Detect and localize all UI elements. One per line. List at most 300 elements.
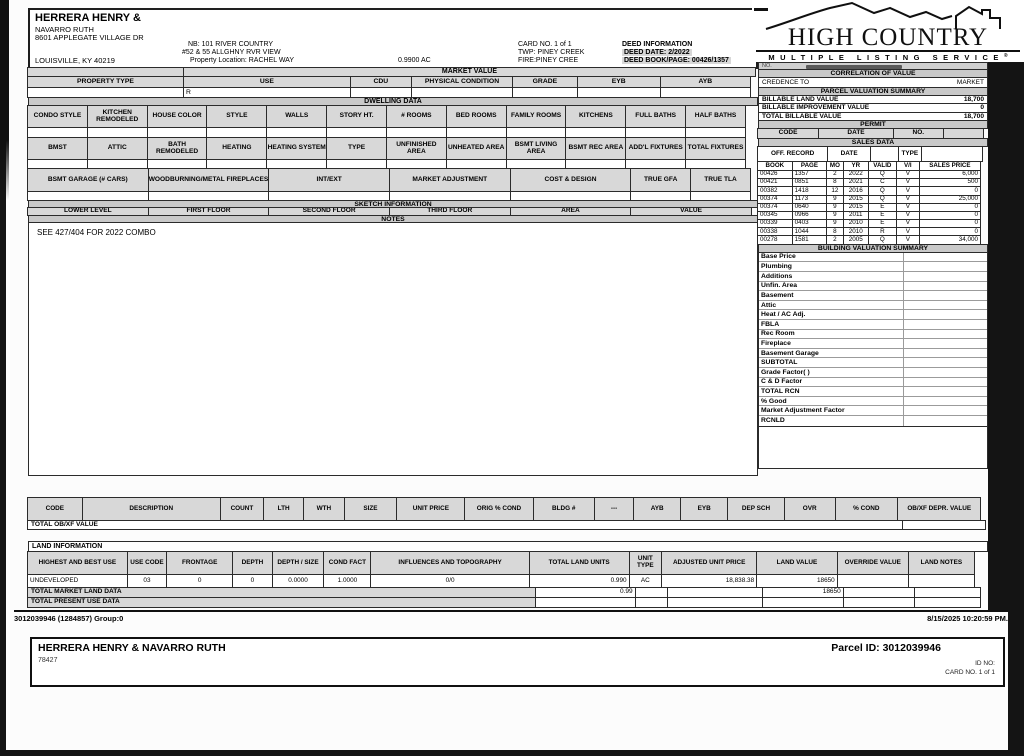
column-header: TRUE TLA <box>690 168 751 192</box>
building-valuation-row <box>759 253 987 263</box>
month-cell: 2 <box>826 235 843 244</box>
column-header: FAMILY ROOMS <box>506 105 567 128</box>
owner-address: 8601 APPLEGATE VILLAGE DR <box>35 33 144 42</box>
column-header: --- <box>594 497 634 521</box>
valuation-item-value <box>903 310 987 319</box>
obxf-total-label: TOTAL OB/XF VALUE <box>27 520 903 530</box>
column-header: DESCRIPTION <box>82 497 221 521</box>
column-header: LTH <box>263 497 304 521</box>
building-valuation-row <box>759 378 987 388</box>
building-valuation-row <box>759 310 987 320</box>
column-header: PHYSICAL CONDITION <box>411 76 513 88</box>
depth-size: 0.0000 <box>272 574 325 588</box>
owner-header-box <box>28 8 758 69</box>
parcel-valuation-bar: PARCEL VALUATION SUMMARY <box>758 87 988 96</box>
valuation-label: BILLABLE LAND VALUE <box>762 96 839 104</box>
mls-logo <box>752 0 1024 62</box>
valuation-value: 18,700 <box>963 112 984 120</box>
column-header: LAND VALUE <box>756 551 838 575</box>
building-valuation-table <box>758 252 988 427</box>
column-header: HEATING <box>206 137 267 160</box>
column-header: YR <box>843 161 869 171</box>
year-cell: 2010 <box>843 227 869 236</box>
column-header: UNFINISHED AREA <box>386 137 447 160</box>
empty-cell <box>510 191 632 201</box>
column-header: HOUSE COLOR <box>147 105 208 128</box>
valid-cell: E <box>868 203 897 212</box>
sales-rows <box>758 170 988 245</box>
notes-bar: NOTES <box>28 215 758 223</box>
column-header: WALLS <box>266 105 327 128</box>
valuation-item-label: Heat / AC Adj. <box>761 311 806 319</box>
value-cell <box>350 87 412 98</box>
valuation-item-value <box>903 330 987 339</box>
influences: 0/0 <box>370 574 529 588</box>
column-header: BOOK <box>757 161 793 171</box>
book-cell: 00339 <box>757 219 793 228</box>
column-header: VALID <box>868 161 897 171</box>
valuation-label: BILLABLE IMPROVEMENT VALUE <box>762 104 870 112</box>
column-header: DEPTH <box>232 551 272 575</box>
unit-type: AC <box>629 574 663 588</box>
valuation-item-value <box>903 406 987 415</box>
column-header: INFLUENCES AND TOPOGRAPHY <box>370 551 529 575</box>
column-header <box>943 128 984 139</box>
valuation-item-value <box>903 291 987 300</box>
credence-value: MARKET <box>956 79 984 86</box>
dwelling-data-bar: DWELLING DATA <box>28 97 758 106</box>
deed-book-page: DEED BOOK/PAGE: 00426/1357 <box>624 57 729 64</box>
credence-label: CREDENCE TO <box>762 79 810 86</box>
building-valuation-row <box>759 368 987 378</box>
valuation-item-label: FBLA <box>761 320 780 328</box>
frontage: 0 <box>166 574 233 588</box>
book-cell: 00374 <box>757 203 793 212</box>
valuation-item-label: Grade Factor( ) <box>761 368 810 376</box>
month-cell: 9 <box>826 195 843 204</box>
valuation-item-label: Unfin. Area <box>761 282 798 290</box>
obxf-table <box>28 498 988 530</box>
empty-cell <box>268 191 390 201</box>
value-cell: R <box>183 87 351 98</box>
column-header: HIGHEST AND BEST USE <box>27 551 128 575</box>
valuation-item-value <box>903 282 987 291</box>
column-header: KITCHEN REMODELED <box>87 105 148 128</box>
column-header: DEP SCH <box>727 497 785 521</box>
value-cell <box>411 87 513 98</box>
column-header: DATE <box>818 128 894 139</box>
month-cell: 9 <box>826 219 843 228</box>
month-cell: 9 <box>826 211 843 220</box>
total-market-label: TOTAL MARKET LAND DATA <box>27 587 536 598</box>
obxf-total-row <box>28 520 988 530</box>
right-panel <box>758 62 988 469</box>
building-valuation-row <box>759 416 987 426</box>
valuation-item-label: SUBTOTAL <box>761 359 798 367</box>
book-cell: 00374 <box>757 195 793 204</box>
valuation-item-value <box>903 397 987 406</box>
valid-cell: E <box>868 211 897 220</box>
column-header: SIZE <box>344 497 398 521</box>
deed-title: DEED INFORMATION <box>622 41 693 48</box>
column-header: UNHEATED AREA <box>446 137 507 160</box>
type-cell: V <box>896 195 920 204</box>
empty-cell <box>535 597 636 608</box>
column-header: ADJUSTED UNIT PRICE <box>661 551 757 575</box>
column-header: VALUE <box>630 207 752 216</box>
group-header: OFF. RECORD <box>757 146 828 162</box>
override-value <box>837 574 909 588</box>
month-cell: 9 <box>826 203 843 212</box>
valid-cell: Q <box>868 186 897 195</box>
page-cell: 0966 <box>792 211 828 220</box>
column-header: GRADE <box>512 76 578 88</box>
building-valuation-row <box>759 330 987 340</box>
bottom-summary-box <box>30 637 1005 687</box>
building-valuation-row <box>759 387 987 397</box>
dwelling-headers-1 <box>28 105 758 128</box>
footer-line <box>14 614 1008 623</box>
land-value: 18650 <box>756 574 838 588</box>
year-cell: 2010 <box>843 219 869 228</box>
obxf-total-value <box>902 520 986 530</box>
column-header: SALES PRICE <box>919 161 981 171</box>
building-valuation-row <box>759 272 987 282</box>
building-valuation-row <box>759 301 987 311</box>
page-cell: 1044 <box>792 227 828 236</box>
page-cell: 1418 <box>792 186 828 195</box>
valuation-item-value <box>903 272 987 281</box>
highest-best-use: UNDEVELOPED <box>27 574 128 588</box>
owner-city: LOUISVILLE, KY 40219 <box>35 56 115 65</box>
type-cell: V <box>896 178 920 187</box>
empty-cell <box>843 597 915 608</box>
column-header: TOTAL FIXTURES <box>685 137 746 160</box>
land-notes <box>908 574 975 588</box>
column-header: FULL BATHS <box>625 105 686 128</box>
value-cell <box>577 87 661 98</box>
valid-cell: R <box>868 227 897 236</box>
sales-price-cell: 0 <box>919 203 981 212</box>
column-header: HALF BATHS <box>685 105 746 128</box>
total-market-units: 0.99 <box>535 587 636 598</box>
page-cell: 1173 <box>792 195 828 204</box>
value-cell <box>512 87 578 98</box>
valuation-item-label: Plumbing <box>761 263 792 271</box>
column-header: BMST <box>27 137 88 160</box>
valuation-item-label: Base Price <box>761 253 796 261</box>
sales-price-cell: 0 <box>919 186 981 195</box>
scan-edge-right <box>988 62 1010 610</box>
building-valuation-bar: BUILDING VALUATION SUMMARY <box>758 244 988 253</box>
column-header: AYB <box>633 497 681 521</box>
valuation-item-value <box>903 349 987 358</box>
column-header: PAGE <box>792 161 828 171</box>
column-header: ADD'L FIXTURES <box>625 137 686 160</box>
empty-cell <box>389 191 511 201</box>
obxf-headers <box>28 497 988 521</box>
column-header: WOODBURNING/METAL FIREPLACES <box>148 168 270 192</box>
property-location: Property Location: RACHEL WAY <box>190 57 295 64</box>
valuation-item-value <box>903 301 987 310</box>
valuation-item-value <box>903 339 987 348</box>
dwelling-headers-2 <box>28 137 758 160</box>
township: TWP: PINEY CREEK <box>518 49 585 56</box>
book-cell: 00278 <box>757 235 793 244</box>
building-valuation-row <box>759 406 987 416</box>
month-cell: 2 <box>826 170 843 179</box>
card-no: CARD NO. 1 of 1 <box>518 41 572 48</box>
sales-price-cell: 6,000 <box>919 170 981 179</box>
building-valuation-row <box>759 339 987 349</box>
empty-cell <box>914 597 981 608</box>
type-cell: V <box>896 219 920 228</box>
valuation-item-value <box>903 368 987 377</box>
valuation-item-value <box>903 358 987 367</box>
type-cell: V <box>896 211 920 220</box>
year-cell: 2011 <box>843 211 869 220</box>
year-cell: 2015 <box>843 203 869 212</box>
type-cell: V <box>896 227 920 236</box>
column-header: COST & DESIGN <box>510 168 632 192</box>
column-header: WTH <box>303 497 344 521</box>
valuation-item-label: Basement Garage <box>761 349 819 357</box>
empty-cell <box>27 191 149 201</box>
sketch-information-bar: SKETCH INFORMATION <box>28 200 758 208</box>
column-header: SECOND FLOOR <box>268 207 390 216</box>
valuation-item-label: Rec Room <box>761 330 795 338</box>
adjusted-unit-price: 18,838.38 <box>661 574 757 588</box>
registered-mark: ® <box>1003 53 1008 59</box>
type-cell: V <box>896 235 920 244</box>
column-header: ATTIC <box>87 137 148 160</box>
building-valuation-row <box>759 320 987 330</box>
column-header: BSMT GARAGE (# CARS) <box>27 168 149 192</box>
column-header: MARKET ADJUSTMENT <box>389 168 511 192</box>
building-valuation-row <box>759 262 987 272</box>
column-header: PROPERTY TYPE <box>27 76 184 88</box>
building-valuation-row <box>759 397 987 407</box>
year-cell: 2021 <box>843 178 869 187</box>
column-header: KITCHENS <box>565 105 626 128</box>
value-cell <box>27 87 184 98</box>
building-valuation-row <box>759 349 987 359</box>
empty-cell <box>667 597 763 608</box>
sales-row <box>758 235 988 244</box>
group-header: DATE <box>827 146 871 162</box>
page-cell: 1357 <box>792 170 828 179</box>
column-header: HEATING SYSTEM <box>266 137 327 160</box>
empty-cell <box>630 191 691 201</box>
building-valuation-row <box>759 282 987 292</box>
page-cell: 0640 <box>792 203 828 212</box>
logo-title: HIGH COUNTRY <box>787 24 989 51</box>
valid-cell: Q <box>868 235 897 244</box>
column-header: EYB <box>577 76 661 88</box>
logo-subtitle <box>756 50 1020 62</box>
column-header: BSMT LIVING AREA <box>506 137 567 160</box>
column-header: STYLE <box>206 105 267 128</box>
valuation-item-label: RCNLD <box>761 417 785 425</box>
valuation-item-value <box>903 416 987 426</box>
page-cell: 0851 <box>792 178 828 187</box>
bottom-owner-name: HERRERA HENRY & NAVARRO RUTH <box>38 642 226 654</box>
valuation-item-value <box>903 387 987 396</box>
deed-date: DEED DATE: 2/2022 <box>624 49 690 56</box>
land-information <box>28 541 988 608</box>
type-cell: V <box>896 203 920 212</box>
valuation-item-label: C & D Factor <box>761 378 803 386</box>
empty-cell <box>148 191 270 201</box>
month-cell: 8 <box>826 178 843 187</box>
column-header: # ROOMS <box>386 105 447 128</box>
valuation-item-label: % Good <box>761 397 787 405</box>
bottom-card-no: CARD NO. 1 of 1 <box>945 669 995 676</box>
land-data-row <box>28 574 988 588</box>
year-cell: 2022 <box>843 170 869 179</box>
bottom-parcel-id: Parcel ID: 3012039946 <box>831 642 941 654</box>
sales-price-cell: 0 <box>919 227 981 236</box>
fire-district: FIRE:PINEY CREE <box>518 57 579 64</box>
book-cell: 00345 <box>757 211 793 220</box>
group-header: TYPE <box>898 146 922 162</box>
group-header <box>870 146 899 162</box>
column-header: FRONTAGE <box>166 551 233 575</box>
type-cell: V <box>896 170 920 179</box>
column-header: LOWER LEVEL <box>27 207 149 216</box>
column-header: BATH REMODELED <box>147 137 208 160</box>
valuation-value: 0 <box>980 104 984 112</box>
correlation-bar: CORRELATION OF VALUE <box>758 69 988 78</box>
column-header: FIRST FLOOR <box>148 207 270 216</box>
column-header: CODE <box>757 128 819 139</box>
cond-fact: 1.0000 <box>323 574 371 588</box>
month-cell: 8 <box>826 227 843 236</box>
column-header: AREA <box>510 207 632 216</box>
column-header: AYB <box>660 76 751 88</box>
land-title: LAND INFORMATION <box>28 541 988 552</box>
group-header <box>921 146 983 162</box>
left-form <box>28 68 758 476</box>
total-market-value: 18650 <box>762 587 844 598</box>
column-header: UNIT PRICE <box>396 497 465 521</box>
column-header: INT/EXT <box>268 168 390 192</box>
column-header: TYPE <box>326 137 387 160</box>
valid-cell: Q <box>868 170 897 179</box>
valid-cell: E <box>868 219 897 228</box>
parcel-group-id: 3012039946 (1284857) Group:0 <box>14 614 124 623</box>
column-header: V/I <box>896 161 920 171</box>
valuation-item-label: Attic <box>761 301 777 309</box>
page-cell: 0403 <box>792 219 828 228</box>
valuation-item-label: Basement <box>761 291 794 299</box>
column-header: LAND NOTES <box>908 551 975 575</box>
column-header: TOTAL LAND UNITS <box>529 551 630 575</box>
column-header: UNIT TYPE <box>629 551 663 575</box>
column-header: CONDO STYLE <box>27 105 88 128</box>
dwelling-values-3 <box>28 191 758 201</box>
valuation-item-label: Fireplace <box>761 339 791 347</box>
sales-price-cell: 34,000 <box>919 235 981 244</box>
valuation-item-value <box>903 253 987 262</box>
book-cell: 00426 <box>757 170 793 179</box>
market-value-bar: MARKET VALUE <box>183 67 756 77</box>
owner-name: HERRERA HENRY & <box>35 12 141 24</box>
valuation-item-label: Additions <box>761 272 793 280</box>
land-headers <box>28 551 988 575</box>
column-header: BED ROOMS <box>446 105 507 128</box>
type-cell: V <box>896 186 920 195</box>
logo-subtitle-text: MULTIPLE LISTING SERVICE <box>768 53 1004 62</box>
total-present-use-row <box>28 597 988 608</box>
sales-price-cell: 25,000 <box>919 195 981 204</box>
bottom-id-no: ID NO: <box>975 660 995 667</box>
valuation-item-value <box>903 262 987 271</box>
column-header: MO <box>826 161 843 171</box>
valuation-item-label: Market Adjustment Factor <box>761 407 845 415</box>
book-cell: 00382 <box>757 186 793 195</box>
valuation-label: TOTAL BILLABLE VALUE <box>762 112 842 120</box>
column-header: OVERRIDE VALUE <box>837 551 909 575</box>
scan-edge-left <box>0 0 9 200</box>
sales-data-bar: SALES DATA <box>758 138 988 147</box>
empty-cell <box>690 191 751 201</box>
value-cell <box>660 87 751 98</box>
column-header: BLDG # <box>533 497 595 521</box>
total-land-units: 0.990 <box>529 574 630 588</box>
sales-price-cell: 500 <box>919 178 981 187</box>
month-cell: 12 <box>826 186 843 195</box>
permit-bar: PERMIT <box>758 120 988 129</box>
year-cell: 2005 <box>843 235 869 244</box>
neighborhood: NB: 101 RIVER COUNTRY <box>188 41 274 48</box>
total-present-label: TOTAL PRESENT USE DATA <box>27 597 536 608</box>
book-cell: 00338 <box>757 227 793 236</box>
permit-headers <box>758 128 988 139</box>
valid-cell: Q <box>868 195 897 204</box>
valuation-value: 18,700 <box>963 96 984 104</box>
bottom-code: 78427 <box>38 657 58 664</box>
column-header: BSMT REC AREA <box>565 137 626 160</box>
empty-cell <box>762 597 844 608</box>
market-value-values <box>28 87 758 98</box>
print-timestamp: 8/15/2025 10:20:59 PM. <box>927 614 1008 623</box>
column-header: COND FACT <box>323 551 371 575</box>
footer-divider <box>14 610 1008 612</box>
valuation-item-value <box>903 378 987 387</box>
book-cell: 00421 <box>757 178 793 187</box>
column-header: DEPTH / SIZE <box>272 551 325 575</box>
column-header: OVR <box>784 497 836 521</box>
depth: 0 <box>232 574 272 588</box>
column-header: OB/XF DEPR. VALUE <box>897 497 981 521</box>
valid-cell: C <box>868 178 897 187</box>
column-header: STORY HT. <box>326 105 387 128</box>
building-valuation-row <box>759 358 987 368</box>
empty-cell <box>635 597 669 608</box>
column-header: EYB <box>680 497 728 521</box>
dwelling-headers-3 <box>28 168 758 192</box>
column-header: COUNT <box>220 497 264 521</box>
acreage: 0.9900 AC <box>398 57 431 64</box>
notes-area <box>28 222 758 476</box>
valuation-item-label: TOTAL RCN <box>761 388 800 395</box>
owner-name-2: NAVARRO RUTH <box>35 25 94 34</box>
year-cell: 2016 <box>843 186 869 195</box>
parcel-valuation-rows <box>758 95 988 121</box>
empty-panel-box <box>758 426 988 469</box>
building-valuation-row <box>759 291 987 301</box>
